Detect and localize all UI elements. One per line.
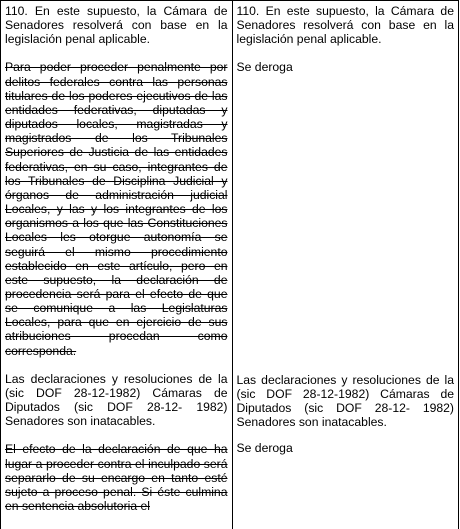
right-paragraph-1: 110. En este supuesto, la Cámara de Senadores resolverá con base en la legislación penal aplicable. [236,4,454,47]
right-column [233,1,460,529]
left-paragraph-2-struck: Para poder proceder penalmente por delitos federales contra las personas titulares de los poderes ejecutivos de las entidades federativas, diputadas y diputados locales, magistradas y magistrados de los Tribunales Superiores de Justicia de las entidades federativas, en su caso, integrantes de los Tribunales de Disciplina Judicial y órganos de administración judicial Locales, y las y los integrantes de los organismos a los que las Constituciones Locales les otorgue autonomía se seguirá el mismo procedimiento establecido en este artículo, pero en este supuesto, la declaración de procedencia será para el efecto de que se comunique a las Legislaturas Locales, para que en ejercicio de sus atribuciones procedan como corresponda. [5,60,228,358]
right-paragraph-4: Se deroga [236,441,293,456]
left-paragraph-3: Las declaraciones y resoluciones de la (sic DOF 28-12-1982) Cámaras de Diputados (sic DOF 28-12- 1982) Senadores son inatacables. [5,371,228,429]
left-paragraph-1: 110. En este supuesto, la Cámara de Senadores resolverá con base en la legislación penal aplicable. [5,4,228,47]
left-paragraph-4-struck: El efecto de la declaración de que ha lugar a proceder contra el inculpado será separarlo de su encargo en tanto esté sujeto a proceso penal. Si éste culmina en sentencia absolutoria el [5,442,228,513]
right-paragraph-3: Las declaraciones y resoluciones de la (sic DOF 28-12-1982) Cámaras de Diputados (sic DOF 28-12- 1982) Senadores son inatacables. [236,372,454,430]
left-column [1,1,233,529]
right-paragraph-2: Se deroga [236,60,293,75]
